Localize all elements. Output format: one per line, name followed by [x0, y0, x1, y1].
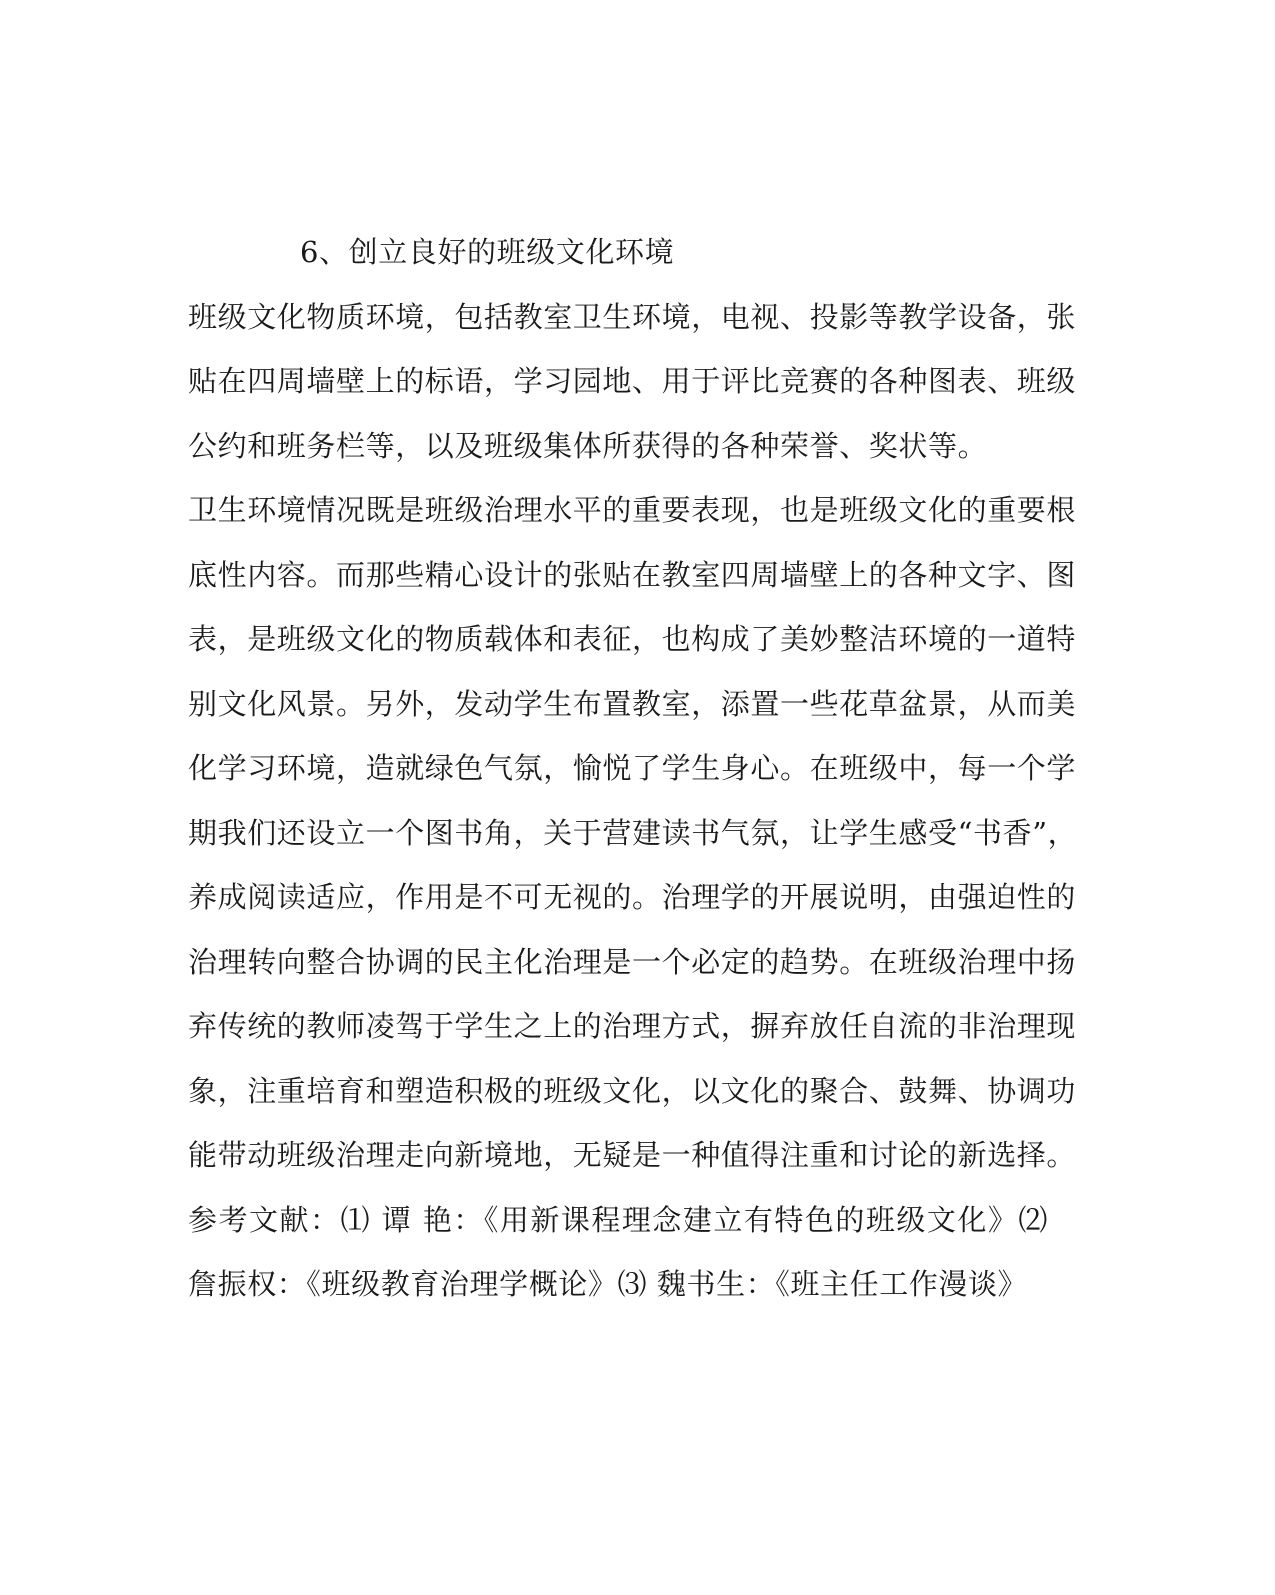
text-line: 贴在四周墙壁上的标语，学习园地、用于评比竞赛的各种图表、班级	[188, 364, 1077, 398]
text-line: 表，是班级文化的物质载体和表征，也构成了美妙整洁环境的一道特	[188, 622, 1077, 656]
document-body	[188, 220, 1078, 1317]
text-line: 治理转向整合协调的民主化治理是一个必定的趋势。在班级治理中扬	[188, 944, 1077, 979]
text-line: 公约和班务栏等，以及班级集体所获得的各种荣誉、奖状等。	[188, 428, 988, 463]
text-line: 象，注重培育和塑造积极的班级文化，以文化的聚合、鼓舞、协调功	[188, 1073, 1077, 1108]
reference-line: 詹振权：《班级教育治理学概论》⑶ 魏书生：《班主任工作漫谈》	[188, 1267, 1028, 1301]
text-line: 养成阅读适应，作用是不可无视的。治理学的开展说明，由强迫性的	[188, 880, 1077, 914]
text-line: 底性内容。而那些精心设计的张贴在教室四周墙壁上的各种文字、图	[188, 557, 1077, 592]
text-line: 期我们还设立一个图书角，关于营建读书气氛，让学生感受“书香”，	[188, 815, 1078, 850]
text-line: 卫生环境情况既是班级治理水平的重要表现，也是班级文化的重要根	[188, 493, 1077, 527]
paragraph-hygiene-environment	[188, 478, 1078, 1188]
section-heading: 6、创立良好的班级文化环境	[300, 235, 675, 269]
paragraph-physical-environment	[188, 285, 1077, 479]
reference-line: 参考文献：⑴ 谭 艳：《用新课程理念建立有特色的班级文化》⑵	[188, 1202, 1049, 1237]
text-line: 别文化风景。另外，发动学生布置教室，添置一些花草盆景，从而美	[188, 686, 1077, 721]
text-line: 弃传统的教师凌驾于学生之上的治理方式，摒弃放任自流的非治理现	[188, 1009, 1077, 1043]
text-line: 能带动班级治理走向新境地，无疑是一种值得注重和讨论的新选择。	[188, 1138, 1077, 1172]
text-line: 班级文化物质环境，包括教室卫生环境，电视、投影等教学设备，张	[188, 299, 1077, 334]
references	[188, 1188, 1048, 1317]
text-line: 化学习环境，造就绿色气氛，愉悦了学生身心。在班级中，每一个学	[188, 751, 1077, 785]
